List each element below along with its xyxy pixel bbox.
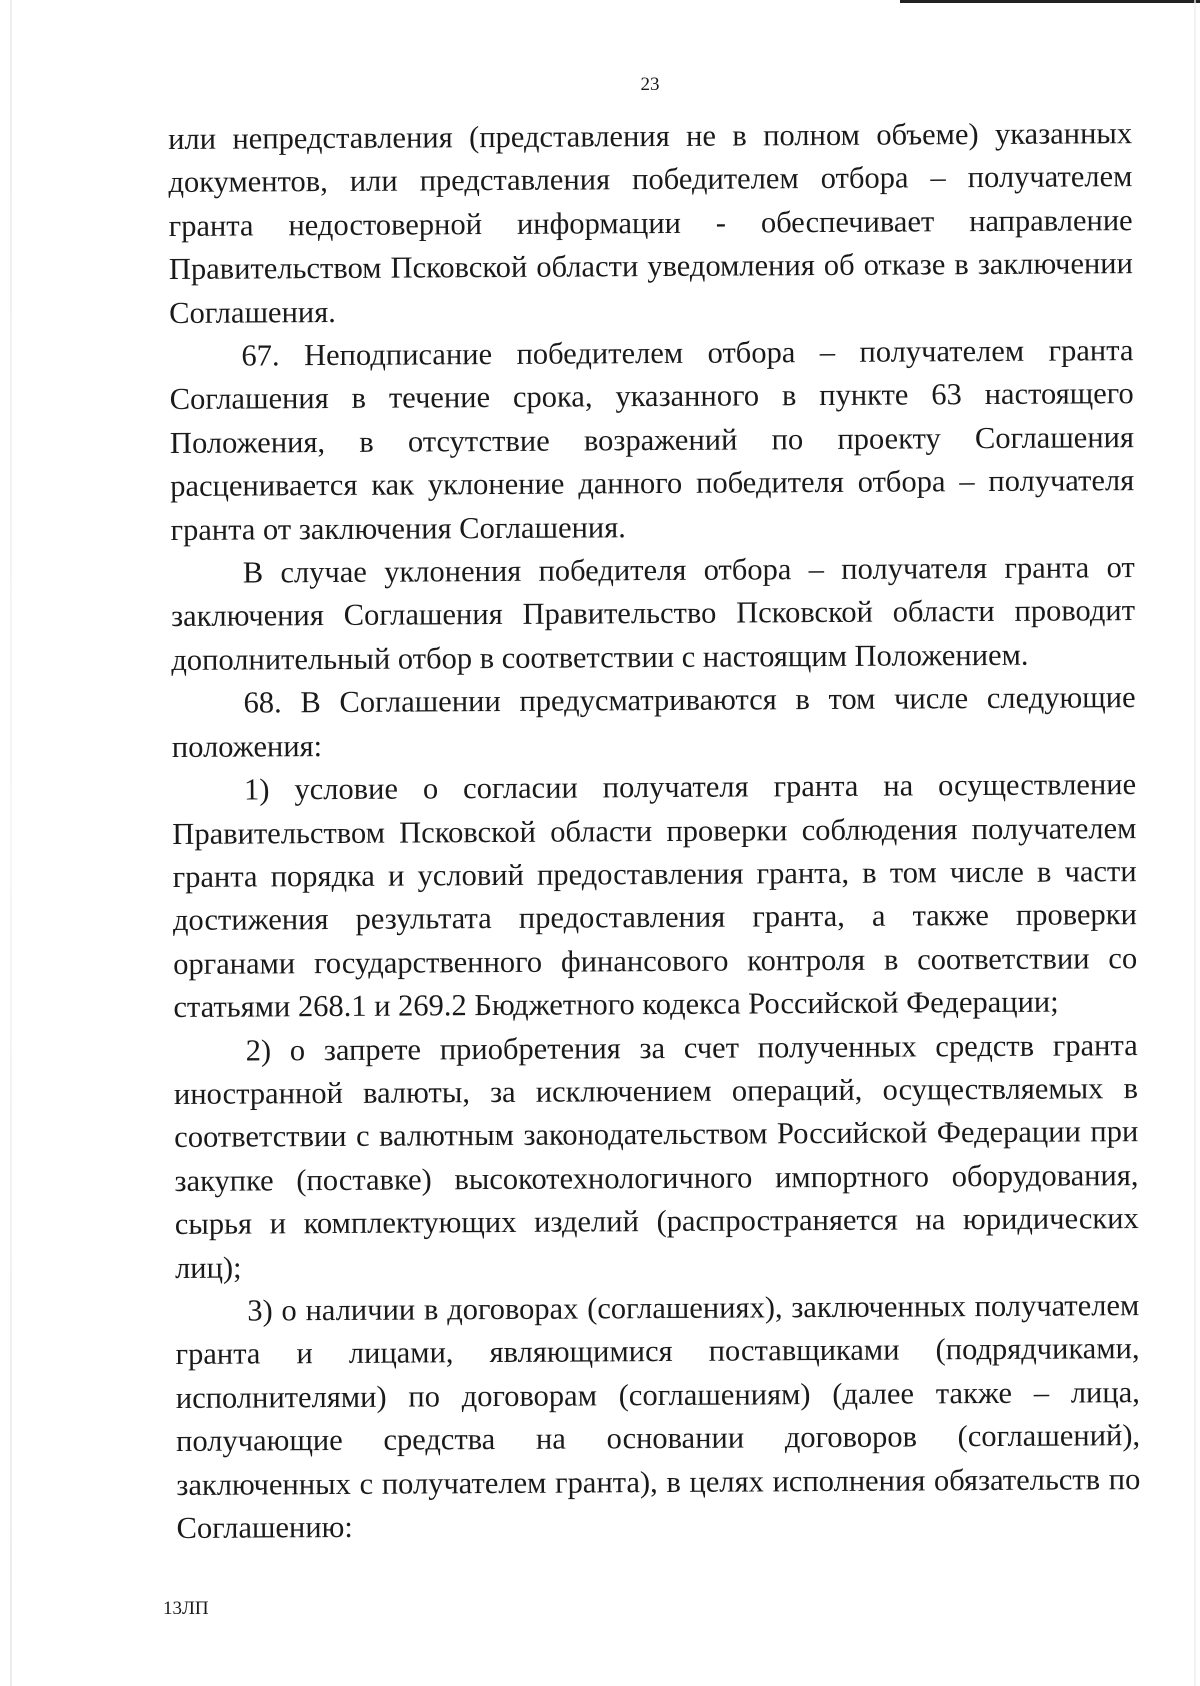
list-item-3: 3) о наличии в договорах (соглашениях), заключенных получателем гранта и лицами, являющимися поставщиками (подрядчиками, исполнителями) по договорам (соглашениям) (далее также – лица, получающие средства на основании договоров (соглашений), заключенных с получателем гранта), в целях исполнения обязательств по Соглашению: — [175, 1288, 1141, 1545]
scan-edge-left — [10, 0, 12, 1686]
scan-border-top — [900, 0, 1200, 3]
paragraph-67: 67. Неподписание победителем отбора – получателем гранта Соглашения в течение срока, указанного в пункте 63 настоящего Положения, в отсутствие возражений по проекту Соглашения расценивается как уклонение данного победителя отбора – получателя гранта от заключения Соглашения. — [169, 333, 1135, 547]
paragraph-evasion: В случае уклонения победителя отбора – получателя гранта от заключения Соглашения Правительство Псковской области проводит дополнительный отбор в соответствии с настоящим Положением. — [170, 550, 1136, 677]
list-item-2: 2) о запрете приобретения за счет полученных средств гранта иностранной валюты, за исключением операций, осуществляемых в соответствии с валютным законодательством Российской Федерации при закупке (поставке) высокотехнологичного импортного оборудования, сырья и комплектующих изделий (распространяется на юридических лиц); — [173, 1027, 1139, 1285]
scan-edge-right — [1194, 0, 1196, 1686]
page-number: 23 — [640, 74, 660, 95]
list-item-1: 1) условие о согласии получателя гранта на осуществление Правительством Псковской области проверки соблюдения получателем гранта порядка и условий предоставления гранта, в том числе в части достижения результата предоставления гранта, а также проверки органами государственного финансового контроля в соответствии со статьями 268.1 и 269.2 Бюджетного кодекса Российской Федерации; — [172, 767, 1138, 1025]
document-code: 13ЛП — [163, 1598, 209, 1619]
document-body — [168, 112, 1141, 1550]
paragraph-68: 68. В Соглашении предусматриваются в том числе следующие положения: — [171, 680, 1136, 764]
paragraph-continuation: или непредставления (представления не в полном объеме) указанных документов, или представления победителем отбора – получателем гранта недостоверной информации - обеспечивает направление Правительством Псковской области уведомления об отказе в заключении Соглашения. — [168, 116, 1134, 330]
